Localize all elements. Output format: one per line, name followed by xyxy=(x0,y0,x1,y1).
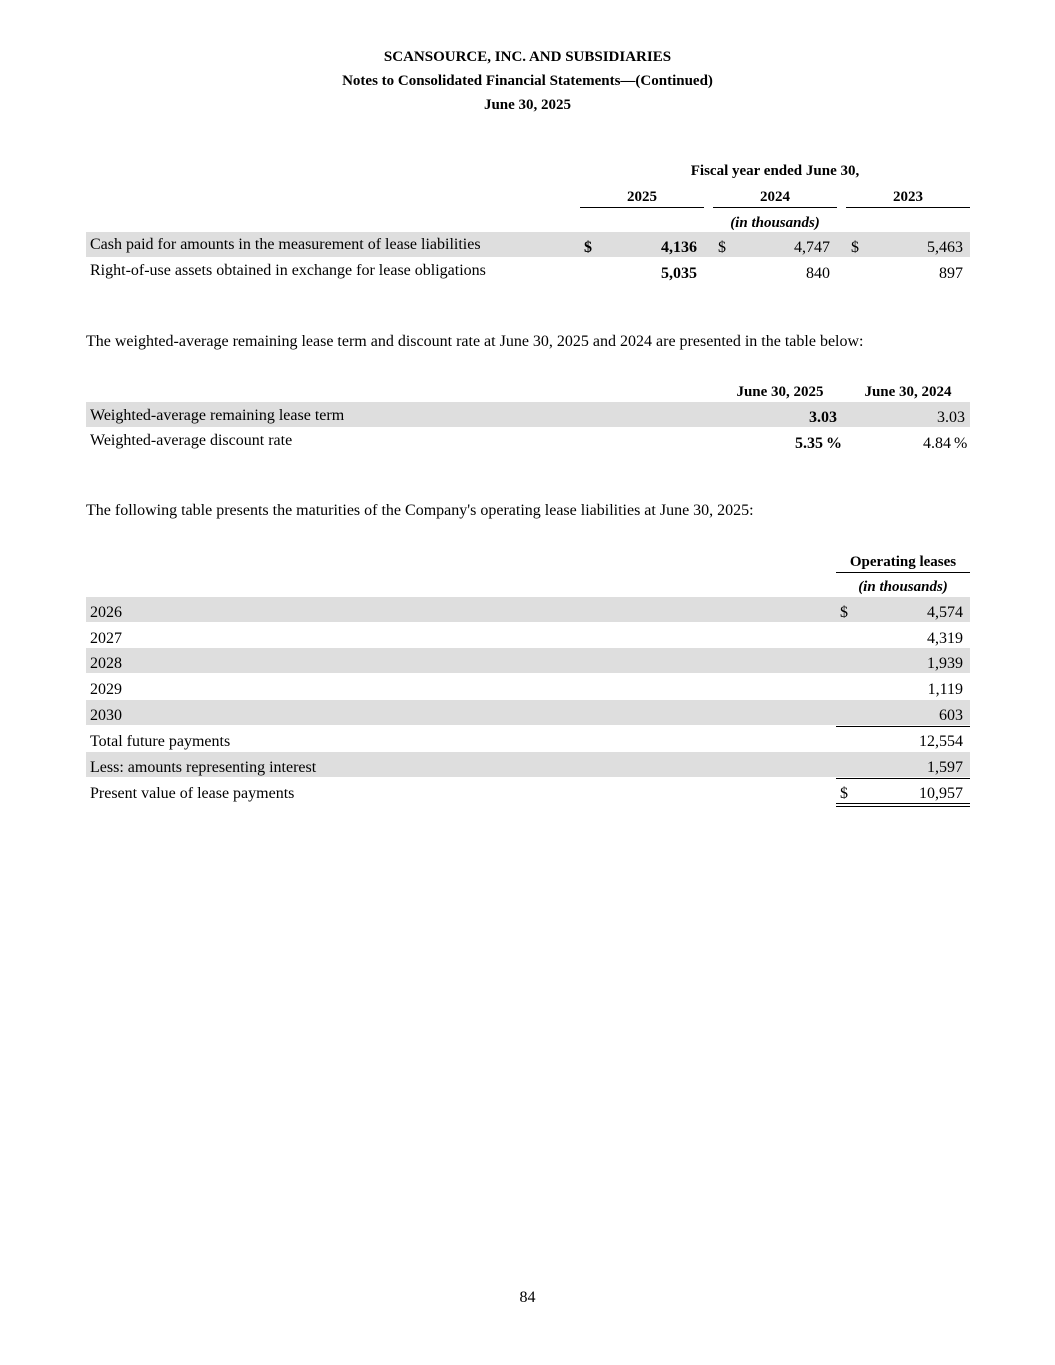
currency-symbol: $ xyxy=(840,785,848,802)
currency-symbol: $ xyxy=(718,239,726,256)
interest-amount: 1,597 xyxy=(927,759,963,776)
rou-assets-2024: 840 xyxy=(806,265,830,282)
col-2024-underline xyxy=(713,207,837,208)
col-2024: 2024 xyxy=(760,189,790,205)
col-operating-leases: Operating leases xyxy=(849,554,957,570)
table-row-label: Less: amounts representing interest xyxy=(90,759,317,776)
maturity-value: 1,119 xyxy=(927,681,963,698)
col-2025-underline xyxy=(580,207,704,208)
weighted-average-intro: The weighted-average remaining lease term and discount rate at June 30, 2025 and 2024 are presented in the table below: xyxy=(86,333,864,350)
currency-symbol: $ xyxy=(584,239,592,256)
currency-symbol: $ xyxy=(840,604,848,621)
table-row-label: Right-of-use assets obtained in exchange for lease obligations xyxy=(90,262,486,279)
fiscal-year-header: Fiscal year ended June 30, xyxy=(690,163,860,179)
table-row-label: 2027 xyxy=(90,630,122,647)
subtotal-line xyxy=(836,778,970,779)
subtotal-line xyxy=(836,726,970,727)
lease-term-2024: 3.03 xyxy=(937,409,965,426)
discount-rate-2025: 5.35 xyxy=(795,435,823,452)
company-name: SCANSOURCE, INC. AND SUBSIDIARIES xyxy=(383,49,672,65)
percent-sign: % xyxy=(954,435,968,452)
double-underline-top xyxy=(836,803,970,804)
col-june-2024: June 30, 2024 xyxy=(864,384,952,400)
col-2023: 2023 xyxy=(893,189,923,205)
col-2023-underline xyxy=(846,207,970,208)
units-label: (in thousands) xyxy=(858,579,948,595)
table-row-label: Weighted-average remaining lease term xyxy=(90,407,345,424)
statement-date: June 30, 2025 xyxy=(483,97,572,113)
table-row-label: Total future payments xyxy=(90,733,231,750)
statement-subtitle: Notes to Consolidated Financial Statements—(Continued) xyxy=(342,73,713,89)
currency-symbol: $ xyxy=(851,239,859,256)
col-operating-leases-underline xyxy=(836,572,970,573)
rou-assets-2025: 5,035 xyxy=(661,265,697,282)
maturities-intro: The following table presents the maturities of the Company's operating lease liabilities at June 30, 2025: xyxy=(86,502,754,519)
rou-assets-2023: 897 xyxy=(939,265,963,282)
col-june-2025: June 30, 2025 xyxy=(736,384,824,400)
present-value: 10,957 xyxy=(919,785,963,802)
cash-paid-2023: 5,463 xyxy=(927,239,963,256)
table-row-shade xyxy=(86,597,970,622)
maturity-value: 4,574 xyxy=(927,604,963,621)
total-future-payments: 12,554 xyxy=(919,733,963,750)
units-label: (in thousands) xyxy=(730,215,820,231)
double-underline-bottom xyxy=(836,806,970,807)
table-row-shade xyxy=(86,700,970,725)
page-number: 84 xyxy=(519,1289,536,1306)
maturity-value: 603 xyxy=(939,707,963,724)
table-row-label: Weighted-average discount rate xyxy=(90,432,293,449)
table-row-label: Cash paid for amounts in the measurement of lease liabilities xyxy=(90,236,481,253)
cash-paid-2024: 4,747 xyxy=(794,239,830,256)
maturity-value: 1,939 xyxy=(927,655,963,672)
table-row-label: 2029 xyxy=(90,681,122,698)
percent-sign: % xyxy=(826,435,842,452)
discount-rate-2024: 4.84 xyxy=(923,435,951,452)
table-row-label: 2030 xyxy=(90,707,122,724)
lease-term-2025: 3.03 xyxy=(809,409,837,426)
table-row-label: 2028 xyxy=(90,655,122,672)
table-row-label: Present value of lease payments xyxy=(90,785,295,802)
table-row-shade xyxy=(86,648,970,673)
cash-paid-2025: 4,136 xyxy=(661,239,697,256)
maturity-value: 4,319 xyxy=(927,630,963,647)
col-2025: 2025 xyxy=(627,189,657,205)
table-row-label: 2026 xyxy=(90,604,122,621)
